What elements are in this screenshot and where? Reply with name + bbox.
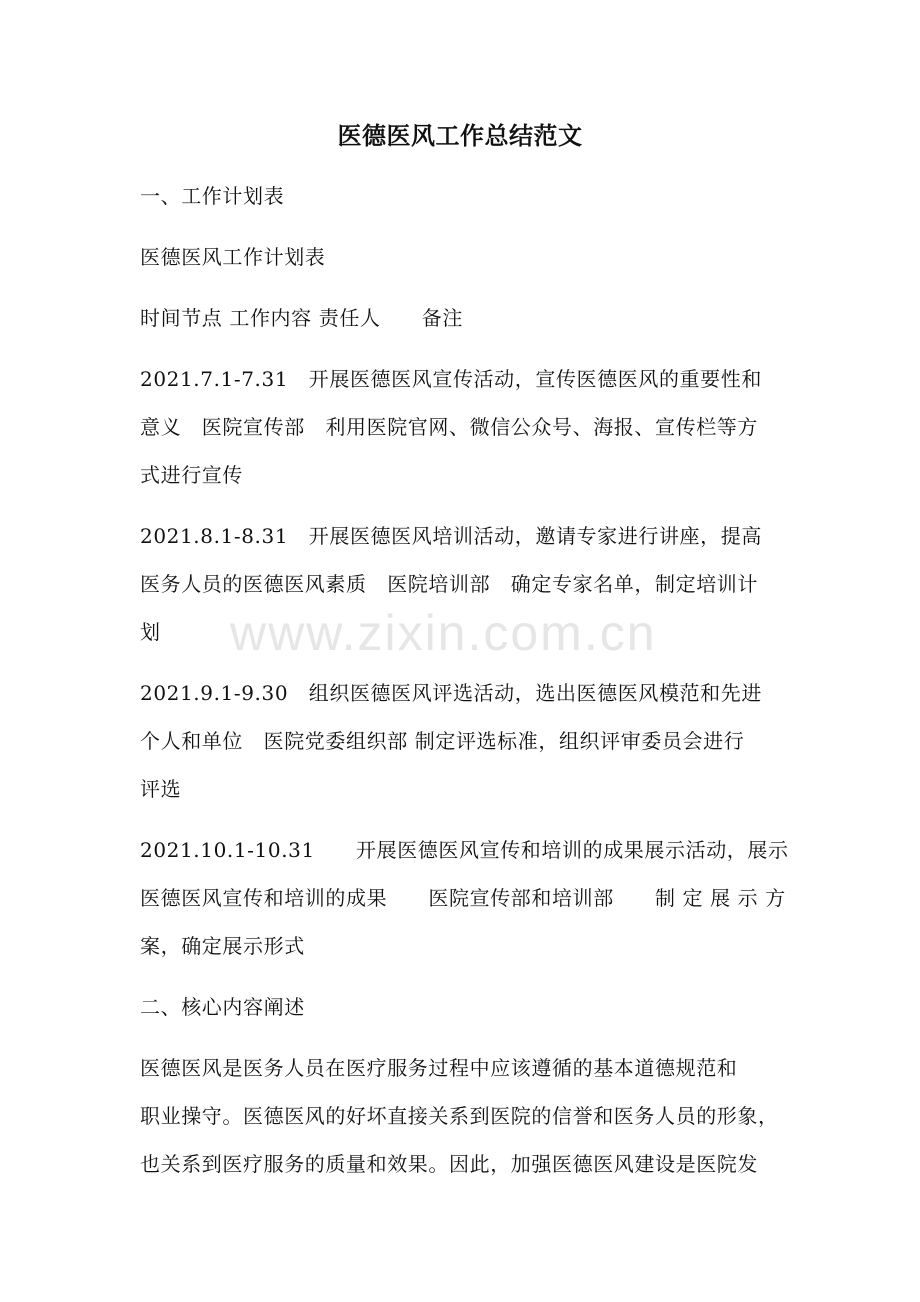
plan-row-2-line-3: 划: [140, 620, 161, 644]
plan-row-1-line-1: 2021.7.1-7.31 开展医德医风宣传活动，宣传医德医风的重要性和: [140, 367, 762, 391]
paragraph-line-1: 医德医风是医务人员在医疗服务过程中应该遵循的基本道德规范和: [140, 1056, 738, 1080]
section-heading-work-plan: 一、工作计划表: [140, 184, 285, 208]
plan-row-4-line-2: 医德医风宣传和培训的成果 医院宣传部和培训部 制 定 展 示 方: [140, 886, 786, 910]
plan-row-1-line-3: 式进行宣传: [140, 463, 243, 487]
paragraph-line-3: 也关系到医疗服务的质量和效果。因此，加强医德医风建设是医院发: [140, 1152, 758, 1176]
plan-row-4-line-1: 2021.10.1-10.31 开展医德医风宣传和培训的成果展示活动，展示: [140, 838, 789, 862]
document-title: 医德医风工作总结范文: [337, 121, 583, 150]
table-header-row: 时间节点 工作内容 责任人 备注: [140, 306, 463, 330]
plan-row-3-line-1: 2021.9.1-9.30 组织医德医风评选活动，选出医德医风模范和先进: [140, 681, 762, 705]
table-title: 医德医风工作计划表: [140, 245, 326, 269]
plan-row-2-line-2: 医务人员的医德医风素质 医院培训部 确定专家名单，制定培训计: [140, 572, 758, 596]
paragraph-line-2: 职业操守。医德医风的好坏直接关系到医院的信誉和医务人员的形象，: [140, 1104, 779, 1128]
plan-row-3-line-3: 评选: [140, 777, 182, 801]
plan-row-1-line-2: 意义 医院宣传部 利用医院官网、微信公众号、海报、宣传栏等方: [140, 415, 758, 439]
watermark: www.zixin.com.cn: [230, 605, 657, 661]
plan-row-4-line-3: 案，确定展示形式: [140, 934, 305, 958]
section-heading-core-content: 二、核心内容阐述: [140, 995, 305, 1019]
plan-row-2-line-1: 2021.8.1-8.31 开展医德医风培训活动，邀请专家进行讲座，提高: [140, 524, 762, 548]
plan-row-3-line-2: 个人和单位 医院党委组织部 制定评选标准，组织评审委员会进行: [140, 729, 745, 753]
